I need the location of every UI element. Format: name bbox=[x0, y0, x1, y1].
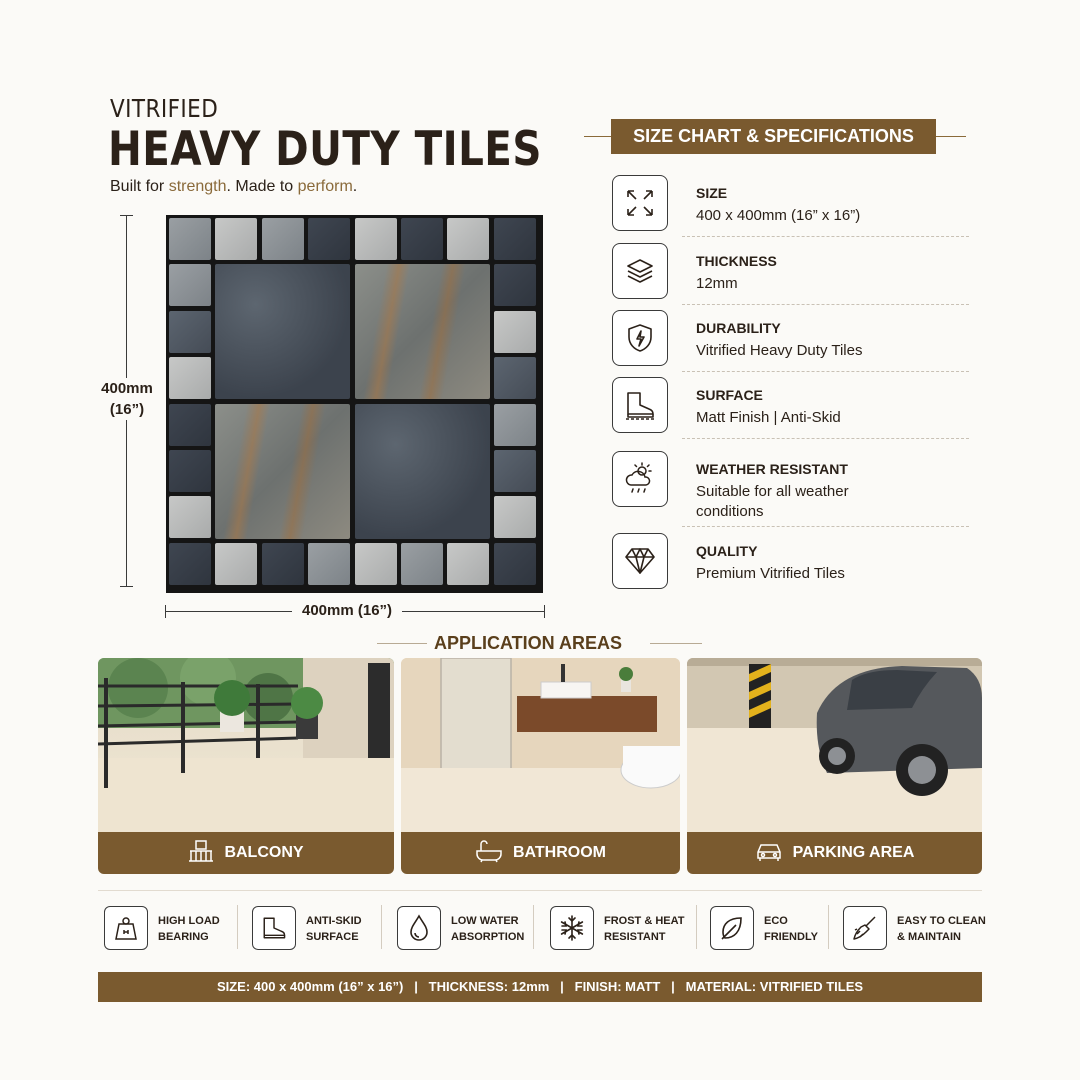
tile-border-square bbox=[262, 543, 304, 585]
tile-border-square bbox=[494, 543, 536, 585]
spec-divider bbox=[682, 236, 969, 237]
spec-value: 12mm bbox=[696, 275, 738, 292]
tile-border-square bbox=[447, 218, 489, 260]
shield-icon bbox=[612, 310, 668, 366]
spec-label: SURFACE bbox=[696, 387, 763, 403]
feature-text: ECO FRIENDLY bbox=[764, 915, 818, 943]
diamond-icon bbox=[612, 533, 668, 589]
application-label-bar bbox=[687, 832, 982, 874]
tile-border-square bbox=[494, 218, 536, 260]
tile-center-slab bbox=[355, 264, 490, 399]
expand-arrows-icon bbox=[612, 175, 668, 231]
spec-size bbox=[612, 175, 969, 235]
broom-icon bbox=[843, 906, 887, 950]
tile-border-square bbox=[169, 311, 211, 353]
spec-weather bbox=[612, 451, 969, 521]
app-heading-rule-right bbox=[650, 643, 702, 644]
height-label-inch: (16”) bbox=[109, 401, 145, 418]
tile-center-slab bbox=[215, 404, 350, 539]
leaf-icon bbox=[710, 906, 754, 950]
feature-text: LOW WATER ABSORPTION bbox=[451, 915, 525, 943]
tagline-part2: . Made to bbox=[226, 178, 298, 195]
height-dimension-label bbox=[92, 378, 162, 420]
width-dimension-label: 400mm (16”) bbox=[292, 602, 402, 619]
snowflake-icon bbox=[550, 906, 594, 950]
tile-center-slab bbox=[215, 264, 350, 399]
tile-pattern bbox=[169, 218, 540, 590]
water-drop-icon bbox=[397, 906, 441, 950]
weather-icon bbox=[612, 451, 668, 507]
application-areas-heading: APPLICATION AREAS bbox=[434, 633, 623, 653]
tile-border-square bbox=[494, 357, 536, 399]
features-top-rule bbox=[98, 890, 982, 891]
tile-border-square bbox=[494, 450, 536, 492]
spec-divider bbox=[682, 371, 969, 372]
tile-border-square bbox=[355, 218, 397, 260]
spec-divider bbox=[682, 526, 969, 527]
feature-text: EASY TO CLEAN & MAINTAIN bbox=[897, 915, 986, 943]
application-label: BALCONY bbox=[224, 844, 304, 861]
eyebrow-text: VITRIFIED bbox=[110, 94, 219, 123]
spec-value: Matt Finish | Anti-Skid bbox=[696, 409, 841, 426]
tagline-part3: . bbox=[352, 178, 358, 195]
application-label: PARKING AREA bbox=[792, 844, 915, 861]
tile-border-square bbox=[169, 496, 211, 538]
feature-easy-clean bbox=[843, 905, 986, 951]
car-icon bbox=[755, 840, 783, 867]
tagline-part1: Built for bbox=[110, 178, 169, 195]
tile-border-square bbox=[169, 218, 211, 260]
tile-border-square bbox=[355, 543, 397, 585]
spec-label: THICKNESS bbox=[696, 253, 777, 269]
weight-icon bbox=[104, 906, 148, 950]
tile-border-square bbox=[169, 404, 211, 446]
spec-divider bbox=[682, 438, 969, 439]
spec-durability bbox=[612, 310, 969, 370]
tile-border-square bbox=[308, 543, 350, 585]
feature-frost-heat bbox=[550, 905, 695, 951]
app-heading-rule-left bbox=[377, 643, 427, 644]
bathroom-photo bbox=[401, 658, 680, 832]
width-dimension-cap-right bbox=[544, 605, 545, 618]
application-card-balcony bbox=[98, 658, 394, 874]
tile-border-square bbox=[169, 264, 211, 306]
application-label-bar bbox=[98, 832, 394, 874]
spec-quality bbox=[612, 533, 969, 593]
tile-border-square bbox=[401, 543, 443, 585]
feature-eco bbox=[710, 905, 820, 951]
tile-border-square bbox=[494, 496, 536, 538]
tagline-strength: strength bbox=[168, 178, 227, 195]
feature-anti-skid bbox=[252, 905, 382, 951]
feature-divider bbox=[533, 905, 534, 949]
tile-border-square bbox=[494, 264, 536, 306]
feature-text: ANTI-SKID SURFACE bbox=[306, 915, 362, 943]
layers-icon bbox=[612, 243, 668, 299]
balcony-photo bbox=[98, 658, 394, 832]
bathtub-icon bbox=[475, 839, 503, 868]
spec-heading: SIZE CHART & SPECIFICATIONS bbox=[611, 119, 936, 154]
tile-border-square bbox=[262, 218, 304, 260]
spec-value: Premium Vitrified Tiles bbox=[696, 565, 845, 582]
spec-surface bbox=[612, 377, 969, 437]
feature-divider bbox=[696, 905, 697, 949]
spec-label: SIZE bbox=[696, 185, 728, 201]
height-label-mm: 400mm bbox=[101, 380, 153, 397]
parking-photo bbox=[687, 658, 982, 832]
application-card-bathroom bbox=[401, 658, 680, 874]
tile-border-square bbox=[215, 218, 257, 260]
tile-border-square bbox=[494, 404, 536, 446]
spec-value: Vitrified Heavy Duty Tiles bbox=[696, 342, 863, 359]
application-label: BATHROOM bbox=[512, 844, 607, 861]
tile-border-square bbox=[401, 218, 443, 260]
tile-border-square bbox=[169, 357, 211, 399]
feature-high-load bbox=[104, 905, 229, 951]
tile-border-square bbox=[215, 543, 257, 585]
application-label-bar bbox=[401, 832, 680, 874]
feature-divider bbox=[381, 905, 382, 949]
tile-border-square bbox=[447, 543, 489, 585]
feature-divider bbox=[828, 905, 829, 949]
page-title: HEAVY DUTY TILES bbox=[108, 122, 542, 177]
application-card-parking bbox=[687, 658, 982, 874]
spec-value: Suitable for all weather conditions bbox=[696, 483, 849, 520]
feature-divider bbox=[237, 905, 238, 949]
spec-label: WEATHER RESISTANT bbox=[696, 461, 848, 477]
feature-text: FROST & HEAT RESISTANT bbox=[604, 915, 685, 943]
tagline-perform: perform bbox=[297, 178, 353, 195]
boot-icon bbox=[252, 906, 296, 950]
feature-text: HIGH LOAD BEARING bbox=[158, 915, 220, 943]
width-dimension-cap-left bbox=[165, 605, 166, 618]
height-dimension-cap-bottom bbox=[120, 586, 133, 587]
tile-border-square bbox=[169, 450, 211, 492]
height-dimension-cap-top bbox=[120, 215, 133, 216]
spec-label: QUALITY bbox=[696, 543, 758, 559]
footer-specs-bar: SIZE: 400 x 400mm (16” x 16”) | THICKNESS: 12mm | FINISH: MATT | MATERIAL: VITRIFIED TILES bbox=[98, 972, 982, 1002]
tile-border-square bbox=[494, 311, 536, 353]
spec-thickness bbox=[612, 243, 969, 303]
boot-icon bbox=[612, 377, 668, 433]
spec-label: DURABILITY bbox=[696, 320, 781, 336]
tile-image bbox=[166, 215, 543, 593]
spec-divider bbox=[682, 304, 969, 305]
spec-value: 400 x 400mm (16” x 16”) bbox=[696, 207, 861, 224]
feature-low-water bbox=[397, 905, 532, 951]
tile-border-square bbox=[169, 543, 211, 585]
tile-border-square bbox=[308, 218, 350, 260]
tile-center-slab bbox=[355, 404, 490, 539]
balcony-icon bbox=[188, 839, 214, 868]
tagline bbox=[110, 178, 357, 196]
